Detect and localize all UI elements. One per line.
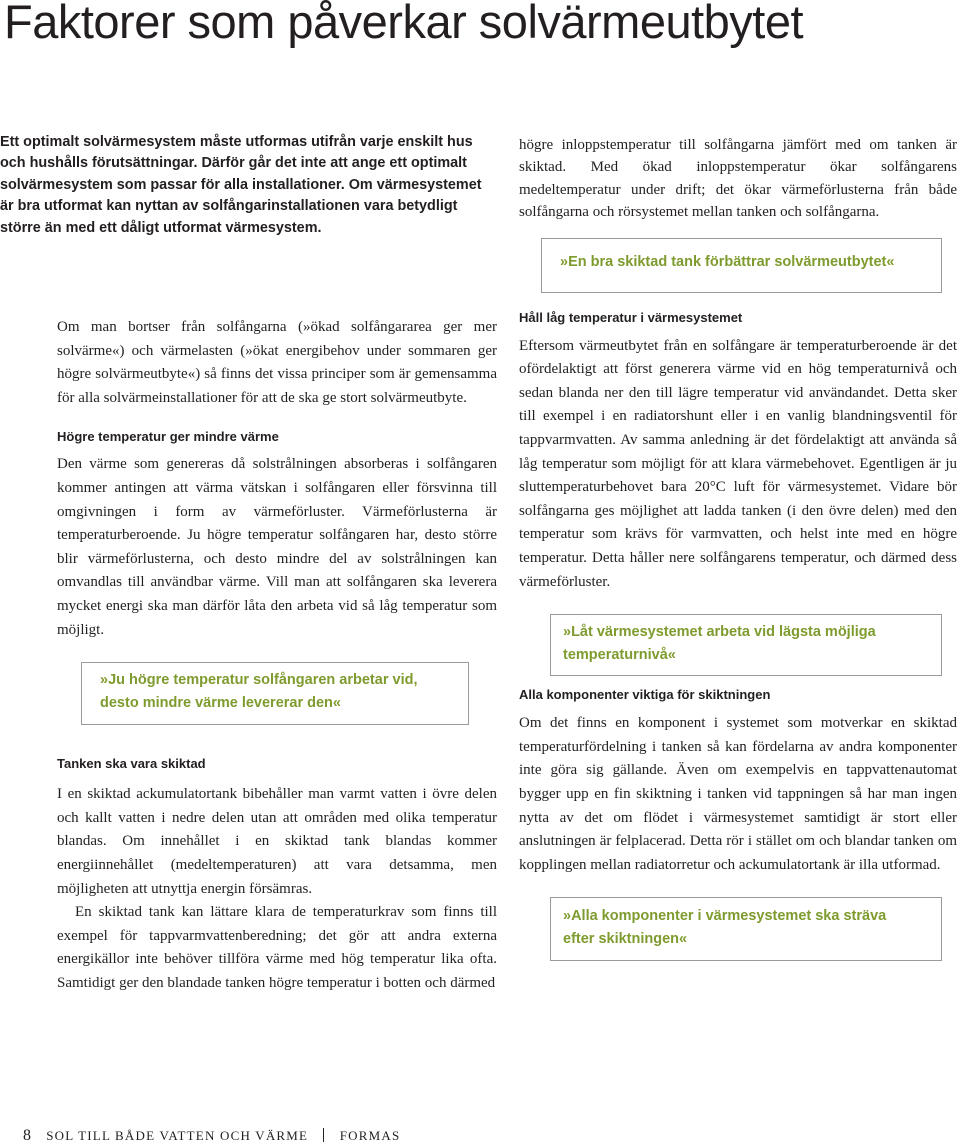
callout-low-temperature: »Låt värmesystemet arbeta vid lägsta möjliga temperaturnivå« <box>550 614 942 676</box>
paragraph-higher-temperature: Den värme som genereras då solstrålningen absorberas i solfångaren kommer antingen att värma vätskan i solfångaren eller försvinna till omgivningen i form av värmeförluster. Värmeförlusterna är temperaturberoende. Ju högre temperatur solfångaren har, desto större blir värmeförlusterna, och desto mindre del av solstrålningen kan omvandlas till användbar värme. Vill man att solfångaren ska leverera mycket energi ska man därför låta den arbeta vid så låg temperatur som möjligt. <box>57 456 497 638</box>
paragraph-stratified-tank-continued: En skiktad tank kan lättare klara de temperaturkrav som finns till exempel för tappvarmvattenberedning; det gör att andra externa energikällor inte behöver tillföra värme med hög temperatur lika ofta. Samtidigt ger den blandade tanken högre temperatur i botten och därmed <box>57 904 497 991</box>
right-top-block <box>519 134 957 224</box>
footer-divider <box>323 1128 324 1142</box>
callout-all-components: »Alla komponenter i värmesystemet ska sträva efter skiktningen« <box>550 897 942 961</box>
publisher-name: FORMAS <box>339 1128 401 1143</box>
page-title: Faktorer som påverkar solvärmeutbytet <box>4 0 804 48</box>
paragraph-low-temperature: Eftersom värmeutbytet från en solfångare är temperaturberoende är det ofördelaktigt att först generera värme vid en hög temperaturnivå och sedan blanda ner den till lägre temperatur vid användandet. Detta sker till exempel i en radiatorshunt eller i en vanlig blandningsventil för tappvarmvatten. Av samma anledning är det fördelaktigt att använda så låg temperatur som möjligt för att klara värmebehovet. Egentligen är ju sluttemperaturbehovet bara 20°C luft för värmesystemet. Vidare bör solfångarna ges möjlighet att ladda tanken (i den övre delen) med den temperatur som krävs för varmvatten, och helst inte med en högre temperatur. Detta håller nere solfångarens temperatur, och därmed dess värmeförluster. <box>519 337 957 590</box>
page-footer <box>23 1127 400 1145</box>
subheading-low-temperature: Håll låg temperatur i värmesystemet <box>519 309 743 325</box>
paragraph-stratified-tank: I en skiktad ackumulatortank bibehåller man varmt vatten i övre delen och kallt vatten i nedre delen utan att områden med olika temperatur blandas. Om innehållet i en skiktad tank blandas kommer energiinnehållet (medeltemperaturen) att vara detsamma, men möjligheten att utnyttja energin försämras. <box>57 786 497 897</box>
paragraph-all-components: Om det finns en komponent i systemet som motverkar en skiktad temperaturfördelning i tanken så kan fördelarna av andra komponenter inte göra sig gällande. Även om exempelvis en tappvattenautomat bygger upp en fin skiktning i tanken vid tappningen så har man ingen nytta av det om flödet i värmesystemet samtidigt är stort eller anslutningen är felplacerad. Detta rör i stället om och blandar tanken om kopplingen mellan radiatorretur och ackumulatortank är illa utformad. <box>519 715 957 873</box>
lead-paragraph: Ett optimalt solvärmesystem måste utformas utifrån varje enskilt hus och hushålls förutsättningar. Därför går det inte att ange ett optimalt solvärmesystem som passar för alla installationer. Om värmesystemet är bra utformat kan nyttan av solfångarinstallationen vara betydligt större än med ett dåligt utformat värmesystem. <box>0 134 482 236</box>
subheading-higher-temperature: Högre temperatur ger mindre värme <box>57 429 279 445</box>
right-column <box>519 134 957 961</box>
subheading-stratified-tank: Tanken ska vara skiktad <box>57 756 206 772</box>
subheading-all-components: Alla komponenter viktiga för skiktningen <box>519 687 771 703</box>
publication-title: SOL TILL BÅDE VATTEN OCH VÄRME <box>46 1128 309 1143</box>
page-number: 8 <box>23 1127 31 1144</box>
intro-paragraph: Om man bortser från solfångarna (»ökad solfångararea ger mer solvärme«) och värmelasten (»ökat energibehov under sommaren ger högre solvärmeutbyte«) så finns det vissa principer som är gemensamma för alla solvärmeinstallationer för att de ska ge stort solvärmeutbyte. <box>57 319 497 406</box>
paragraph-continued: högre inloppstemperatur till solfångarna jämfört med om tanken är skiktad. Med ökad inloppstemperatur ökar solfångarens medeltemperatur under drift; det ökar värmeförlusterna från både solfångarna och rörsystemet mellan tanken och solfångarna. <box>519 137 957 221</box>
left-column <box>57 316 497 995</box>
callout-stratified-tank: »En bra skiktad tank förbättrar solvärmeutbytet« <box>541 238 942 293</box>
callout-higher-temperature: »Ju högre temperatur solfångaren arbetar vid, desto mindre värme levererar den« <box>81 662 469 725</box>
